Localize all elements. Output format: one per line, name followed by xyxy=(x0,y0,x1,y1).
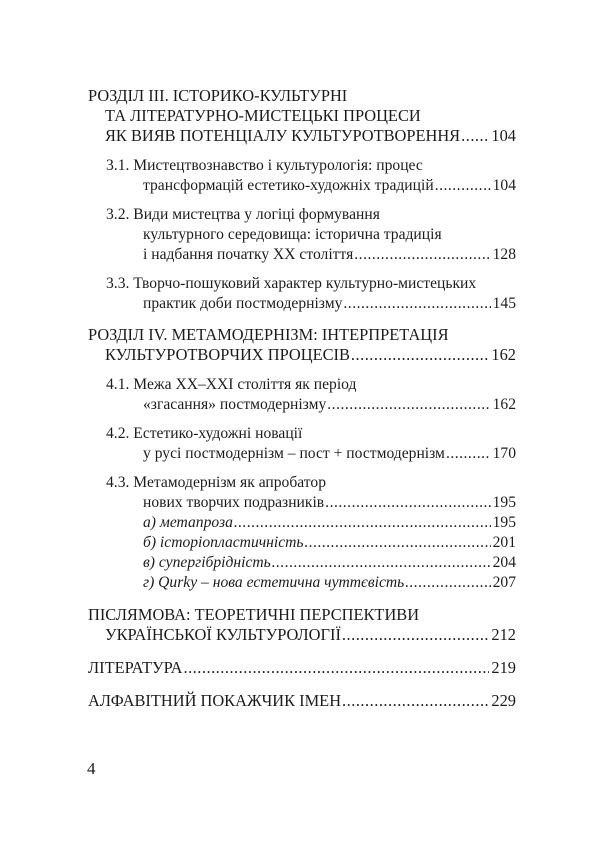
chapter-title-line: ПІСЛЯМОВА: ТЕОРЕТИЧНІ ПЕРСПЕКТИВИ xyxy=(88,605,420,624)
page-ref: 104 xyxy=(492,177,516,194)
page-ref: 204 xyxy=(492,554,516,571)
section-title-line: 3.3. Творчо-пошуковий характер культурно-мистецьких xyxy=(106,275,477,292)
page-ref: 195 xyxy=(492,514,516,531)
leader-dots xyxy=(305,533,491,553)
subitem-title: г) Qurky – нова естетична чуттєвість xyxy=(143,574,405,591)
leader-dots xyxy=(461,126,489,146)
section-title-line: культурного середовища: історична традиція xyxy=(143,226,442,243)
toc-literature[interactable] xyxy=(88,658,516,678)
toc-section-4-1[interactable] xyxy=(106,375,516,415)
page-ref: 162 xyxy=(491,345,516,364)
section-title-line: нових творчих подразників xyxy=(143,494,325,511)
toc-chapter-3[interactable] xyxy=(88,86,516,146)
chapter-title-line: ЛІТЕРАТУРА xyxy=(88,658,183,677)
section-title-line: 3.2. Види мистецтва у логіці формування xyxy=(106,206,380,223)
page-ref: 145 xyxy=(492,295,516,312)
chapter-title-line: РОЗДІЛ IV. МЕТАМОДЕРНІЗМ: ІНТЕРПРЕТАЦІЯ xyxy=(88,325,449,344)
section-title-line: 3.1. Мистецтвознавство і культурологія: процес xyxy=(106,157,423,174)
page-ref: 162 xyxy=(492,396,516,413)
chapter-title-line: КУЛЬТУРОТВОРЧИХ ПРОЦЕСІВ xyxy=(105,345,350,364)
toc-subitem-c[interactable] xyxy=(106,553,516,573)
chapter-title-line: ЯК ВИЯВ ПОТЕНЦІАЛУ КУЛЬТУРОТВОРЕННЯ xyxy=(105,126,461,145)
subitem-title: а) метапроза xyxy=(143,514,233,531)
toc-subitem-a[interactable] xyxy=(106,513,516,533)
page-ref: 128 xyxy=(492,246,516,263)
leader-dots xyxy=(354,245,490,265)
page-ref: 201 xyxy=(492,534,516,551)
toc-afterword[interactable] xyxy=(88,605,516,645)
leader-dots xyxy=(343,294,490,314)
page-ref: 219 xyxy=(491,658,516,677)
leader-dots xyxy=(446,444,491,464)
page-ref: 170 xyxy=(492,445,516,462)
page-ref: 104 xyxy=(491,126,516,145)
leader-dots xyxy=(234,513,491,533)
page-ref: 195 xyxy=(492,494,516,511)
toc-section-3-2[interactable] xyxy=(106,205,516,265)
leader-dots xyxy=(327,395,490,415)
section-title-line: у русі постмодернізм – пост + постмодернізм xyxy=(143,445,445,462)
leader-dots xyxy=(342,625,490,645)
leader-dots xyxy=(272,553,491,573)
section-title-line: 4.3. Метамодернізм як апробатор xyxy=(106,474,327,491)
toc-section-3-1[interactable] xyxy=(106,156,516,196)
section-title-line: трансформацій естетико-художніх традицій xyxy=(143,177,434,194)
chapter-title-line: ТА ЛІТЕРАТУРНО-МИСТЕЦЬКІ ПРОЦЕСИ xyxy=(105,106,421,125)
chapter-title-line: РОЗДІЛ ІІІ. ІСТОРИКО-КУЛЬТУРНІ xyxy=(88,86,348,105)
chapter-title-line: УКРАЇНСЬКОЇ КУЛЬТУРОЛОГІЇ xyxy=(105,625,341,644)
section-title-line: 4.1. Межа ХХ–ХХІ століття як період xyxy=(106,376,357,393)
section-title-line: і надбання початку ХХ століття xyxy=(143,246,354,263)
page-ref: 207 xyxy=(492,574,516,591)
toc-index[interactable] xyxy=(88,691,516,711)
page-number: 4 xyxy=(87,759,96,778)
section-title-line: 4.2. Естетико-художні новації xyxy=(106,425,303,442)
toc-chapter-4[interactable] xyxy=(88,325,516,365)
leader-dots xyxy=(325,493,490,513)
table-of-contents xyxy=(88,86,516,721)
toc-section-4-3[interactable] xyxy=(106,473,516,593)
leader-dots xyxy=(183,658,489,678)
page-ref: 212 xyxy=(491,625,516,644)
toc-subitem-b[interactable] xyxy=(106,533,516,553)
subitem-title: в) супергібрідність xyxy=(143,554,271,571)
leader-dots xyxy=(342,691,489,711)
toc-subitem-d[interactable] xyxy=(106,573,516,593)
page-ref: 229 xyxy=(491,691,516,710)
chapter-title-line: АЛФАВІТНИЙ ПОКАЖЧИК ІМЕН xyxy=(88,691,342,710)
section-title-line: практик доби постмодернізму xyxy=(143,295,343,312)
toc-section-4-2[interactable] xyxy=(106,424,516,464)
subitem-title: б) історіопластичність xyxy=(143,534,304,551)
leader-dots xyxy=(435,176,491,196)
leader-dots xyxy=(405,573,490,593)
section-title-line: «згасання» постмодернізму xyxy=(143,396,327,413)
leader-dots xyxy=(351,345,490,365)
toc-section-3-3[interactable] xyxy=(106,274,516,314)
